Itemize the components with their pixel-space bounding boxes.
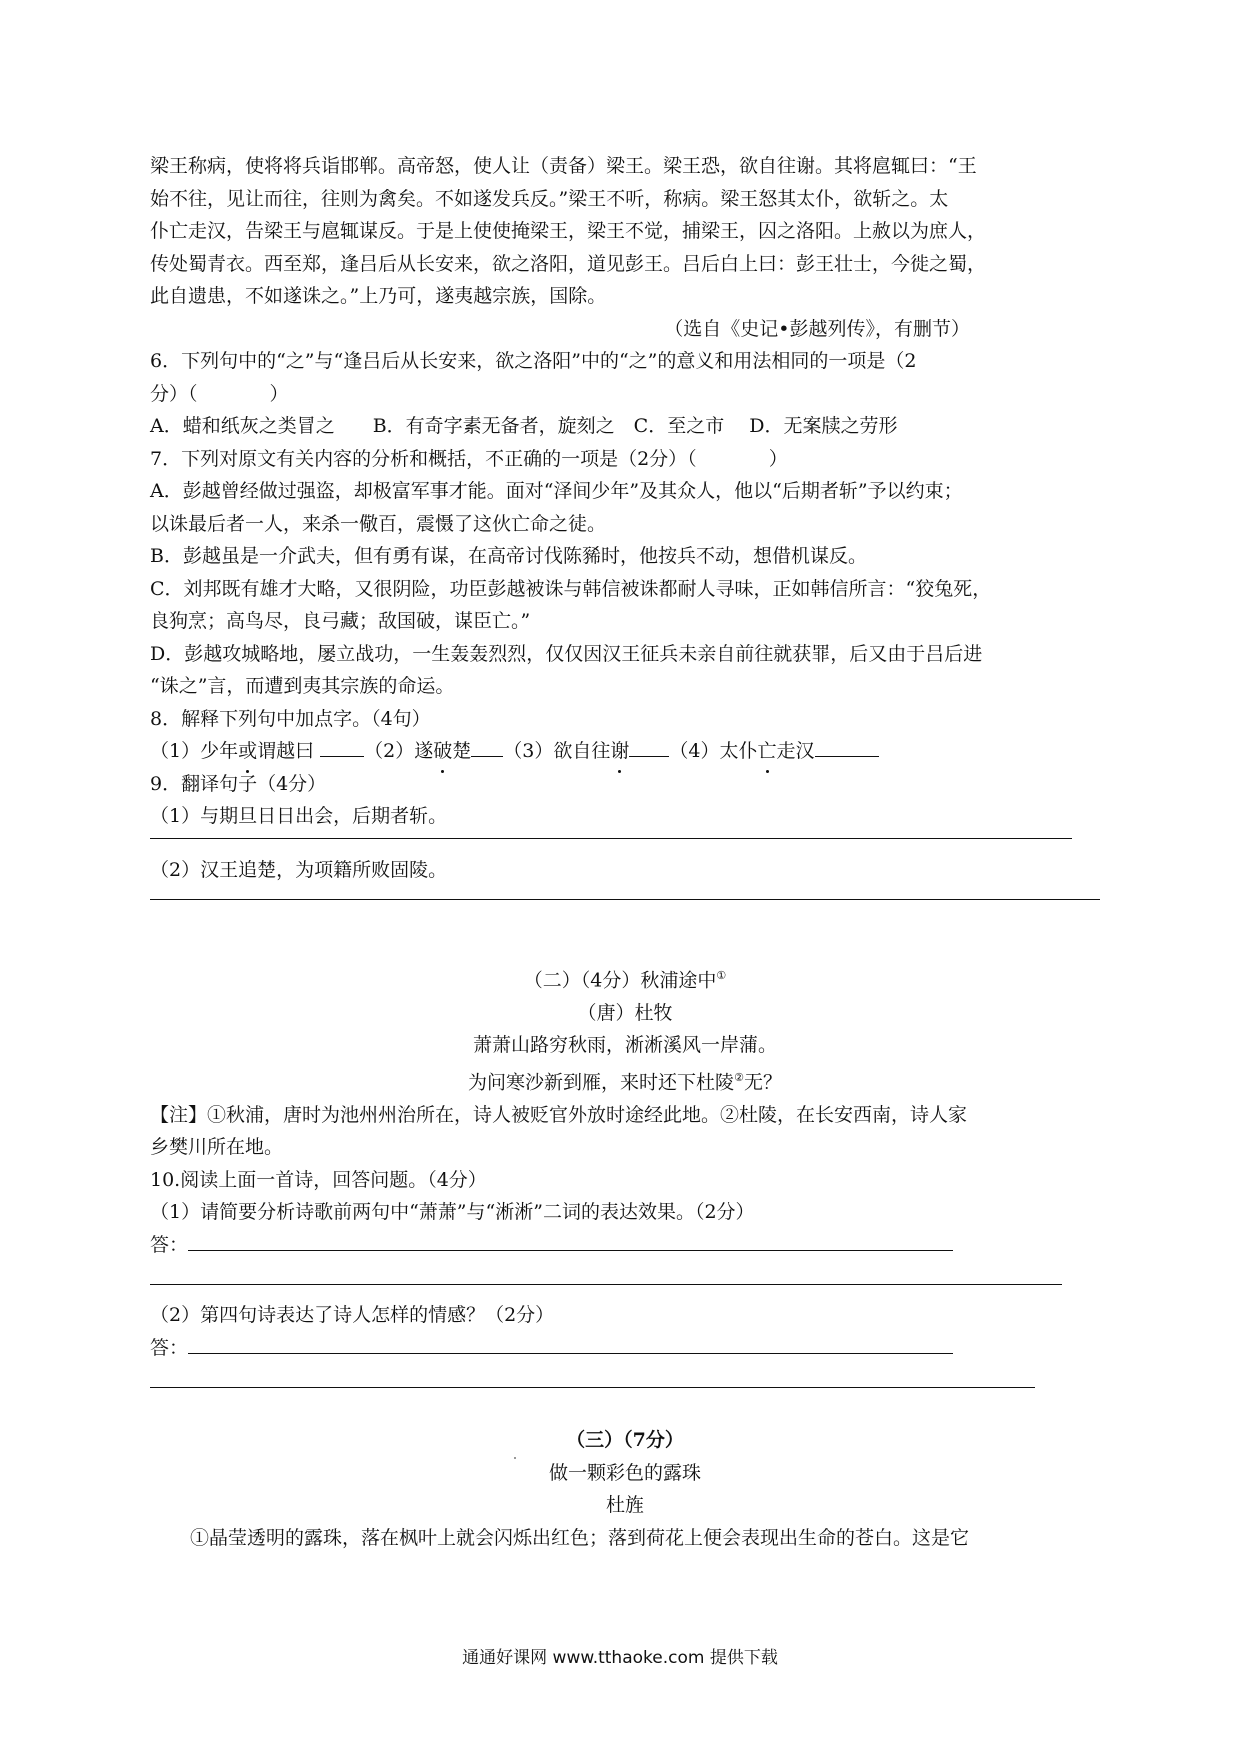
section-3-heading: （三）（7分） (566, 1429, 684, 1452)
answer-line[interactable] (150, 1283, 1062, 1285)
poem-author: （唐）杜牧 (577, 1001, 673, 1024)
q9-sentence-1: （1）与期旦日日出会，后期者斩。 (150, 805, 448, 827)
q6-stem-cont: 分）（ ） (150, 382, 289, 405)
q7-option-d-cont: “诛之”言，而遭到夷其宗族的命运。 (150, 675, 455, 697)
q7-option-d: D．彭越攻城略地，屡立战功，一生轰轰烈烈，仅仅因汉王征兵未亲自前往就获罪，后又由于吕后进 (150, 642, 983, 665)
answer-line[interactable] (188, 1232, 953, 1251)
poem-heading: （二）（4分）秋浦途中① (523, 969, 727, 992)
article-title: 做一颗彩色的露珠 (548, 1461, 701, 1484)
poem-line-2: 为问寒沙新到雁，来时还下杜陵②无？ (468, 1070, 782, 1094)
passage-line-4: 传处蜀青衣。西至郑，逢吕后从长安来，欲之洛阳，道见彭王。吕后白上曰：彭王壮士，今徙之蜀， (150, 252, 987, 275)
q8-stem: 8．解释下列句中加点字。（4句） (150, 707, 431, 730)
q10-sub-1: （1）请简要分析诗歌前两句中“萧萧”与“淅淅”二词的表达效果。（2分） (150, 1201, 755, 1224)
passage-line-5: 此自遗患，不如遂诛之。”上乃可，遂夷越宗族，国除。 (150, 285, 607, 307)
q7-option-a-cont: 以诛最后者一人，来杀一儆百，震慑了这伙亡命之徒。 (150, 512, 607, 535)
q10-answer-1: 答： (150, 1229, 1100, 1262)
passage-line-3: 仆亡走汉，告梁王与扈辄谋反。于是上使使掩梁王，梁王不觉，捕梁王，囚之洛阳。上赦以为庶人， (150, 220, 987, 242)
passage-line-1: 梁王称病，使将将兵诣邯郸。高帝怒，使人让（责备）梁王。梁王恐，欲自往谢。其将扈辄曰：“王 (150, 155, 977, 177)
q9-sentence-2: （2）汉王追楚，为项籍所败固陵。 (150, 858, 448, 881)
poem-line-1: 萧萧山路穷秋雨，淅淅溪风一岸蒲。 (472, 1034, 777, 1057)
q7-option-b: B．彭越虽是一介武夫，但有勇有谋，在高帝讨伐陈豨时，他按兵不动，想借机谋反。 (150, 545, 867, 567)
answer-blank[interactable] (471, 736, 503, 757)
q7-option-c: C．刘邦既有雄才大略，又很阴险，功臣彭越被诛与韩信被诛都耐人寻味，正如韩信所言：“狡兔死， (150, 577, 992, 600)
dotted-char: 破 (433, 735, 452, 768)
q7-stem: 7．下列对原文有关内容的分析和概括，不正确的一项是（2分）（ ） (150, 447, 788, 470)
dotted-char: 谢 (610, 735, 629, 768)
document-page (150, 150, 1100, 1554)
scan-speck (514, 1457, 516, 1459)
page-footer: 通通好课网 www.tthaoke.com 提供下载 (462, 1648, 778, 1668)
answer-blank[interactable] (629, 736, 669, 757)
poem-note-cont: 乡樊川所在地。 (150, 1136, 284, 1159)
passage-source: （选自《史记•彭越列传》，有删节） (664, 317, 970, 340)
q10-stem: 10.阅读上面一首诗，回答问题。（4分） (150, 1168, 487, 1191)
answer-blank[interactable] (320, 736, 364, 757)
q10-answer-2: 答： (150, 1332, 1100, 1365)
poem-note: 【注】①秋浦，唐时为池州州治所在，诗人被贬官外放时途经此地。②杜陵，在长安西南，诗人家 (150, 1103, 968, 1126)
q9-stem: 9．翻译句子（4分） (150, 772, 327, 795)
dotted-char: 或 (238, 735, 257, 768)
q7-option-a: A．彭越曾经做过强盗，却极富军事才能。面对“泽间少年”及其众人，他以“后期者斩”予以约束； (150, 480, 963, 502)
article-paragraph-1: ①晶莹透明的露珠，落在枫叶上就会闪烁出红色；落到荷花上便会表现出生命的苍白。这是它 (190, 1526, 970, 1549)
passage-line-2: 始不往，见让而往，往则为禽矣。不如遂发兵反。”梁王不听，称病。梁王怒其太仆，欲斩之。太 (150, 187, 949, 210)
answer-blank[interactable] (815, 736, 879, 757)
q6-options: A．蜡和纸灰之类冒之 B．有奇字素无备者，旋刻之 C．至之市 D．无案牍之劳形 (150, 415, 898, 437)
q10-sub-2: （2）第四句诗表达了诗人怎样的情感？（2分） (150, 1304, 555, 1327)
dotted-char: 亡 (758, 735, 777, 768)
answer-line[interactable] (188, 1335, 953, 1354)
q8-items: （1）少年或谓越曰 （2）遂破楚 （3）欲自往谢 （4）太仆亡走汉 (150, 735, 1100, 768)
answer-line[interactable] (150, 837, 1072, 839)
q6-stem: 6．下列句中的“之”与“逢吕后从长安来，欲之洛阳”中的“之”的意义和用法相同的一项是（2 (150, 350, 917, 372)
q7-option-c-cont: 良狗烹；高鸟尽，良弓藏；敌国破，谋臣亡。” (150, 610, 531, 632)
article-author: 杜旌 (605, 1494, 644, 1517)
